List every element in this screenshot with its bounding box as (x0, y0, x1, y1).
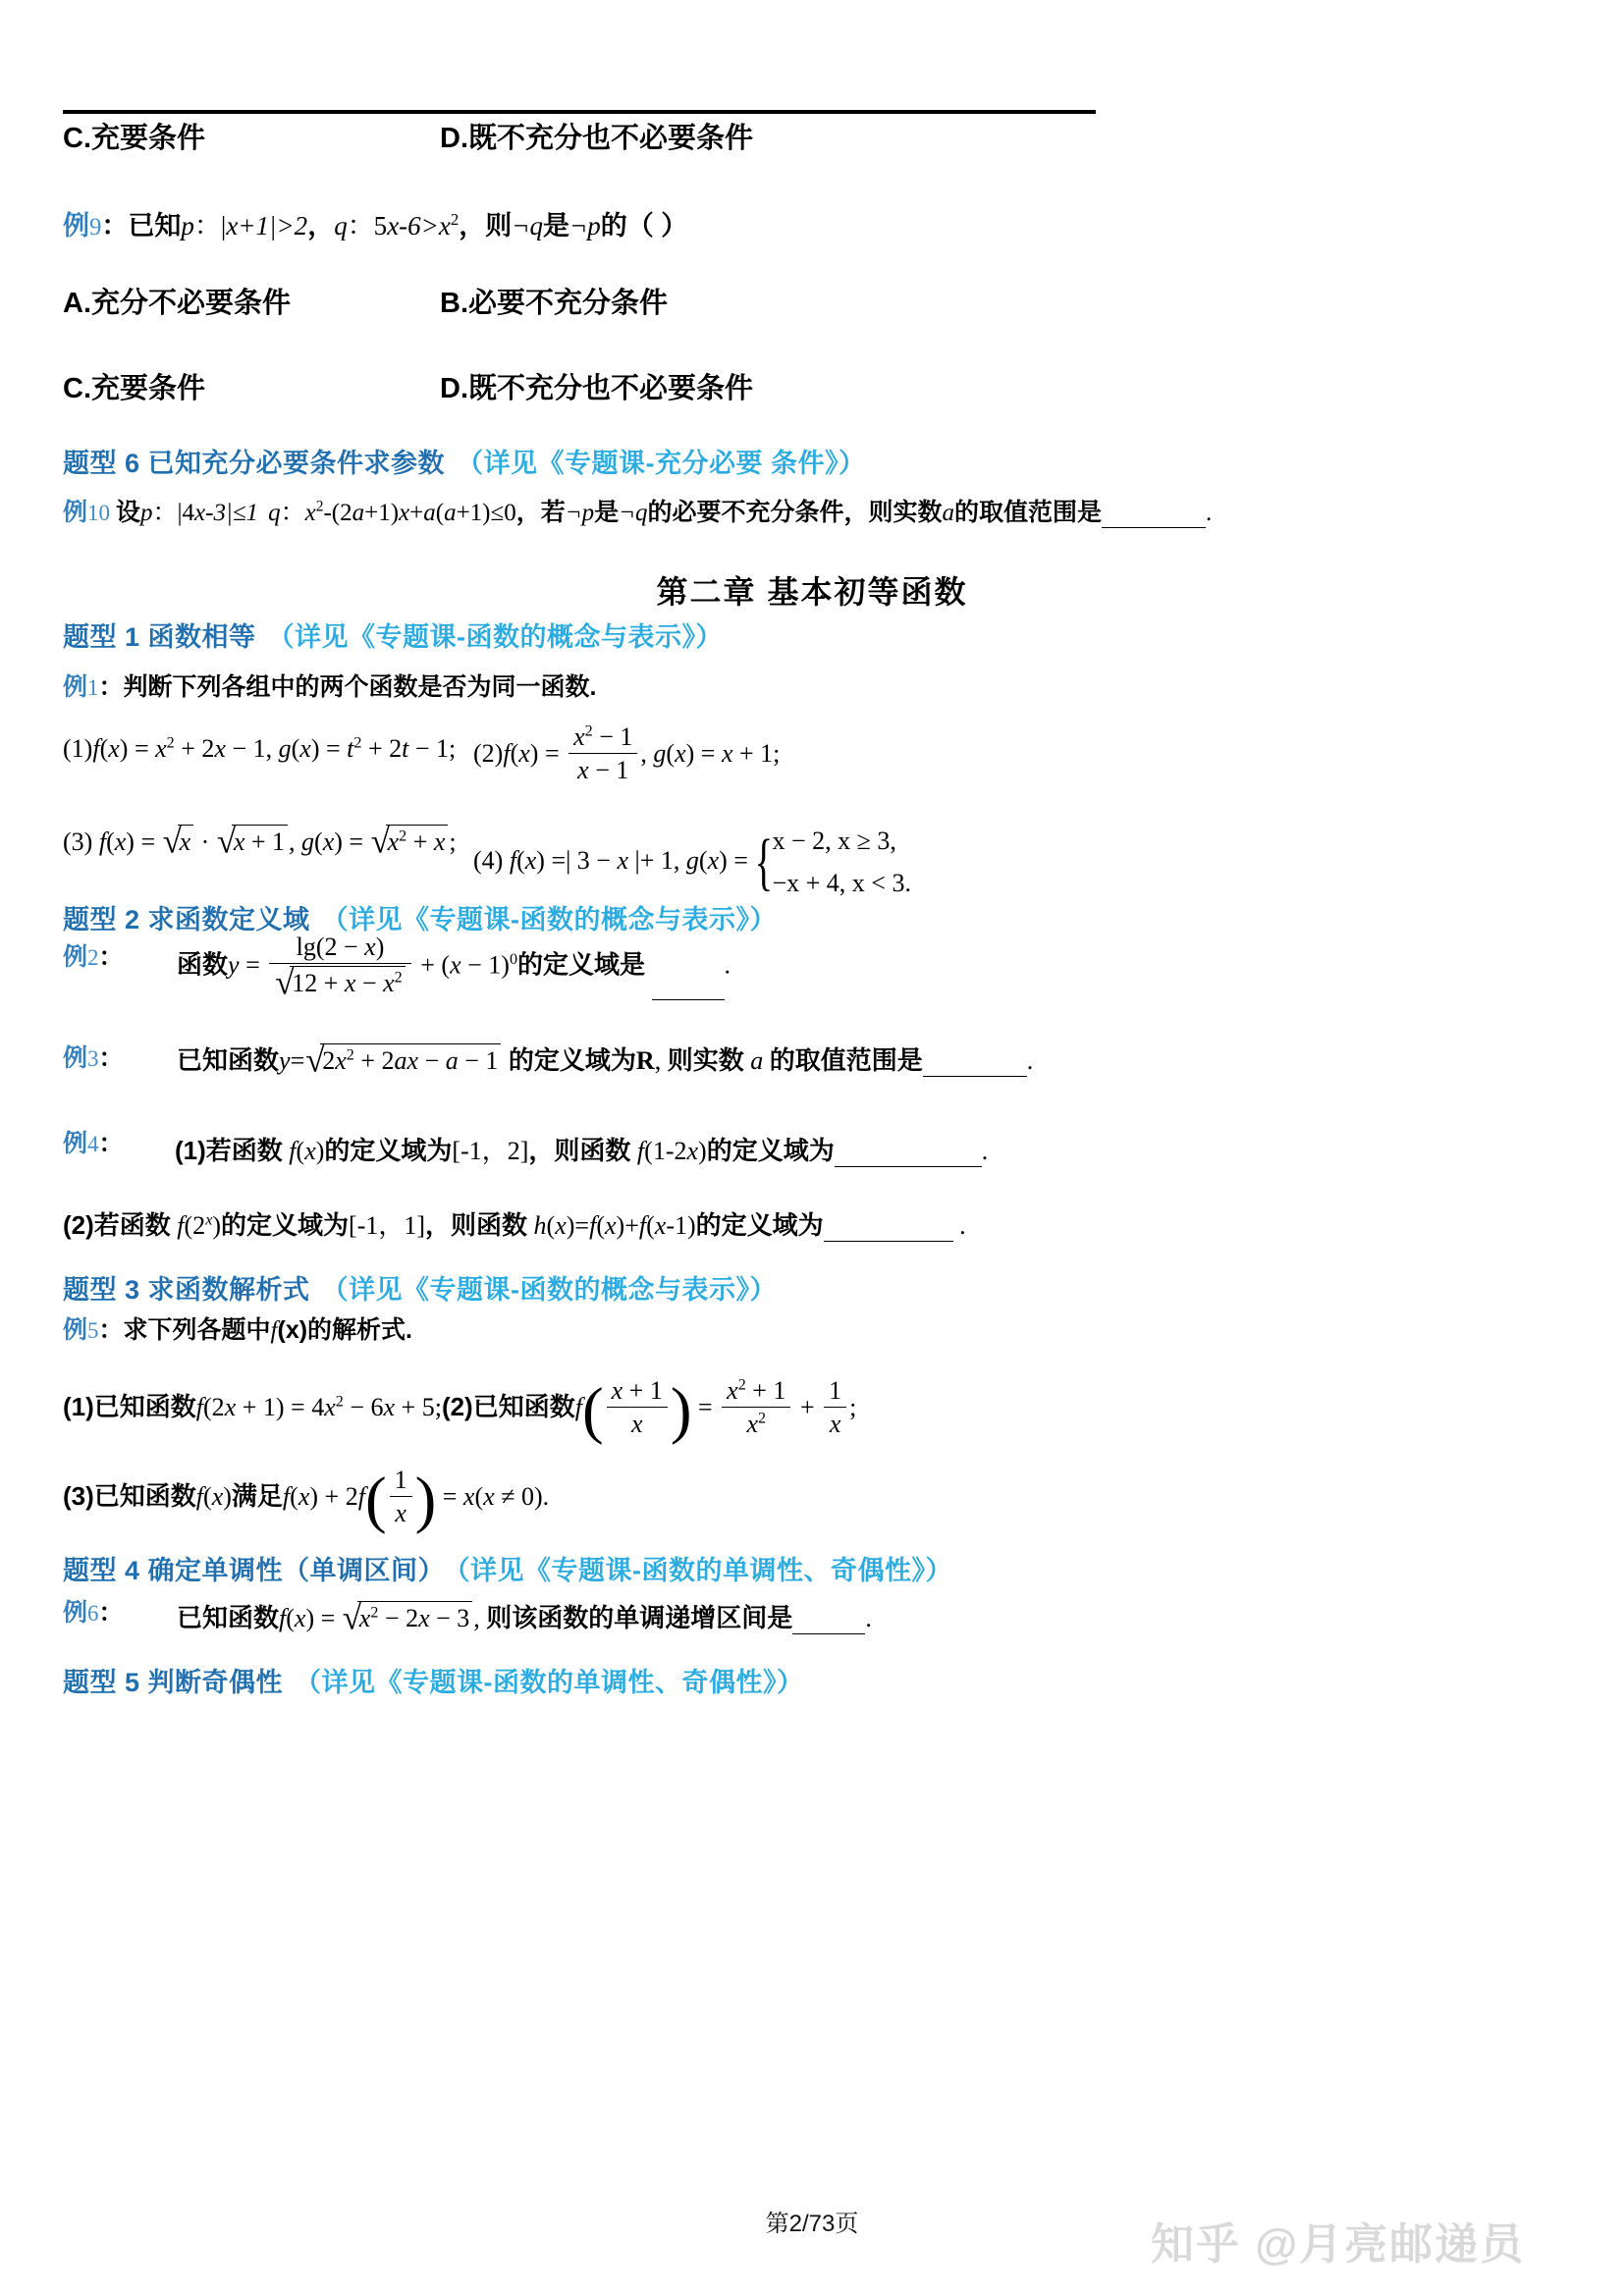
e10-t12: 的必要不充分条件，则实数 (647, 499, 943, 526)
option-b-2: B.必要不充分条件 (440, 288, 669, 319)
section-heading-tixing-2 (63, 898, 777, 936)
e5-t1: 求下列各题中 (123, 1316, 271, 1344)
e10-t1: 设 (116, 499, 141, 526)
e10-t2: ：|4 (152, 500, 195, 526)
example-1 (63, 672, 596, 703)
example-1-text: 判断下列各组中的两个函数是否为同一函数. (123, 673, 597, 701)
section-heading-tixing-4 (63, 1549, 952, 1587)
e10-t7: + (409, 500, 424, 526)
e10-t6: +1) (364, 500, 400, 526)
e10-t14: . (1206, 500, 1213, 526)
example-4-line-2: (2)若函数 f(2$^x$)的定义域为[-1，1]，则函数 h(x)=f(x)+f(x-1)的定义域为 . (63, 1210, 966, 1240)
e10-t8: ( (435, 500, 445, 526)
answer-blank[interactable] (652, 999, 725, 1000)
example-2-formula: 函数y = lg(2 − x) √ $12 + x - x^2$ + $(x - 1)^0$的定义域是 . (177, 933, 731, 1001)
tixing-5-title: 题型 5 判断奇偶性 (63, 1668, 284, 1697)
section-heading-tixing-1 (63, 615, 723, 654)
answer-blank[interactable] (792, 1633, 865, 1634)
e10-t9: +1)≤0 (456, 500, 516, 526)
example-6-formula: 已知函数f(x) = √ $x^2 - 2x - 3$ , 则该函数的单调递增区间是 . (177, 1597, 872, 1636)
example-colon: ： (98, 1599, 124, 1627)
example-label: 例 (63, 1599, 88, 1627)
var-q: q (334, 211, 348, 240)
neg-q: ¬q (512, 211, 543, 240)
comma-2: ，则 (459, 211, 513, 240)
example-label: 例 (63, 211, 89, 240)
example-2 (63, 942, 124, 973)
example-number: 1 (87, 675, 99, 700)
option-c-1: C.充要条件 (63, 123, 206, 154)
expr-q-x: x (438, 211, 451, 240)
sep-2: ：5 (347, 211, 388, 240)
tixing-1-title: 题型 1 函数相等 (63, 622, 256, 652)
mid-text: 是 (542, 211, 569, 240)
example-3 (63, 1043, 124, 1074)
example-label: 例 (63, 1316, 88, 1344)
example-3-formula: 已知函数y= √ $2x^2 + 2ax - a - 1$ 的定义域为R, 则实数 a 的取值范围是 . (177, 1040, 1034, 1079)
example-label: 例 (63, 1130, 88, 1157)
e10-a3: a (444, 500, 457, 526)
section-heading-tixing-3 (63, 1268, 777, 1307)
example-6 (63, 1598, 124, 1629)
answer-parens: （ ） (626, 211, 688, 240)
example-colon: ： (98, 673, 124, 701)
option-a-2: A.充分不必要条件 (63, 288, 292, 319)
example-4 (63, 1129, 124, 1159)
e10-t4: ： (280, 500, 305, 526)
example-5-item-12: (1)已知函数$f(2x + 1) = 4x^2 - 6x$ + 5;(2)已知函数f( $\frac{x + 1}{x}$ ) = $\frac{x^2 + 1}{x^2}$ + $\frac{1}{x}$ ; (63, 1374, 857, 1446)
e5-t2: (x)的解析式. (277, 1316, 413, 1344)
answer-blank[interactable] (835, 1166, 982, 1167)
tixing-4-ref: （详见《专题课-函数的单调性、奇偶性》） (457, 1556, 953, 1585)
e10-a1: a (352, 500, 365, 526)
example-10 (63, 498, 1212, 528)
case-row-1: x − 2, x ≥ 3, (772, 827, 896, 855)
example-colon: ： (98, 1130, 124, 1157)
tixing-5-ref: （详见《专题课-函数的单调性、奇偶性》） (295, 1668, 804, 1697)
example-colon: ： (98, 1044, 124, 1072)
tixing-3-title: 题型 3 求函数解析式 (63, 1275, 310, 1305)
example-number: 3 (87, 1046, 99, 1071)
e10-p: p (140, 500, 153, 526)
example-number: 4 (87, 1132, 99, 1156)
e10-t5: -(2 (323, 500, 352, 526)
example-colon: ： (101, 211, 129, 240)
section-heading-tixing-5 (63, 1661, 804, 1699)
neg-p: ¬p (568, 211, 601, 240)
example-colon: ： (98, 943, 124, 971)
example-4-line-1: (1)若函数 f(x)的定义域为[-1，2]，则函数 f(1-2x)的定义域为 . (175, 1136, 989, 1165)
chapter-title: 第二章 基本初等函数 (656, 574, 968, 610)
tixing-1-ref: （详见《专题课-函数的概念与表示》） (267, 622, 724, 652)
example-label: 例 (63, 1044, 88, 1072)
section-heading-tixing-6 (63, 442, 866, 480)
tixing-3-ref: （详见《专题课-函数的概念与表示》） (321, 1275, 778, 1305)
example-number: 5 (87, 1318, 99, 1343)
e10-x1: x (304, 500, 316, 526)
option-d-1: D.既不充分也不必要条件 (440, 123, 754, 154)
example-1-item-4: (4) f(x) =| 3 − x |+ 1, g(x) = { x − 2, x ≥ 3, −x + 4, x < 3. (473, 821, 911, 905)
example-label: 例 (63, 673, 88, 701)
e10-a2: a (423, 500, 436, 526)
option-d-2: D.既不充分也不必要条件 (440, 373, 754, 404)
example-1-item-2: (2)f(x) = $\frac{x^2 - 1}{x - 1}$ , g(x) = x + 1; (473, 722, 781, 784)
header-rule (63, 110, 1096, 114)
expr-q-a: x-6> (387, 211, 439, 240)
e10-neg-p: ¬p (565, 500, 595, 526)
example-label: 例 (63, 943, 88, 971)
example-5 (63, 1315, 412, 1346)
example-1-item-1: $(1)f(x) = x^2 + 2x - 1$, $g(x) = t^2 + 2t - 1$; (63, 734, 457, 763)
expr-q-sup: 2 (450, 210, 460, 229)
tixing-6-ref: （详见《专题课-充分必要 条件》） (457, 449, 866, 478)
e10-sup1: 2 (315, 498, 324, 515)
page-number: 第2/73页 (765, 2211, 859, 2237)
e10-t10: ，若 (515, 499, 566, 526)
e10-x2: x (399, 500, 410, 526)
answer-blank[interactable] (1102, 527, 1206, 528)
answer-blank[interactable] (923, 1076, 1027, 1077)
example-number: 10 (87, 501, 111, 525)
watermark: 知乎 @月亮邮递员 (1151, 2220, 1526, 2269)
example-5-item-3: (3)已知函数f(x)满足f(x) + 2f( $\frac{1}{x}$ ) = x(x ≠ 0). (63, 1464, 550, 1535)
e10-neg-q: ¬q (619, 500, 648, 526)
example-text-1: 已知 (128, 211, 182, 240)
tail-text: 的 (600, 211, 627, 240)
e10-a4: a (942, 500, 955, 526)
e10-t13: 的取值范围是 (954, 499, 1103, 526)
example-1-item-3: (3) f(x) = √ x · √ x + 1 , g(x) = √ $x^2 + x$ ; (63, 821, 457, 860)
e10-t3: x-3|≤1 (194, 500, 259, 526)
example-number: 2 (87, 945, 99, 970)
example-label: 例 (63, 499, 88, 526)
expr-p: x+1|>2 (226, 211, 308, 240)
tixing-2-title: 题型 2 求函数定义域 (63, 905, 310, 934)
comma-1: ， (307, 211, 335, 240)
example-9 (63, 210, 687, 242)
e10-q: q (268, 500, 281, 526)
example-number: 6 (87, 1601, 99, 1626)
tixing-4-title: 题型 4 确定单调性（单调区间） (63, 1556, 446, 1585)
answer-blank[interactable] (824, 1241, 953, 1242)
example-colon: ： (98, 1316, 124, 1344)
e10-t11: 是 (594, 499, 620, 526)
var-p: p (181, 211, 194, 240)
example-number: 9 (89, 214, 102, 240)
e5-f: f (270, 1317, 278, 1344)
sep-1: ：| (193, 211, 227, 240)
option-c-2: C.充要条件 (63, 373, 206, 404)
tixing-2-ref: （详见《专题课-函数的概念与表示》） (321, 905, 778, 934)
tixing-6-title: 题型 6 已知充分必要条件求参数 (63, 449, 446, 478)
case-row-2: −x + 4, x < 3. (772, 868, 911, 897)
